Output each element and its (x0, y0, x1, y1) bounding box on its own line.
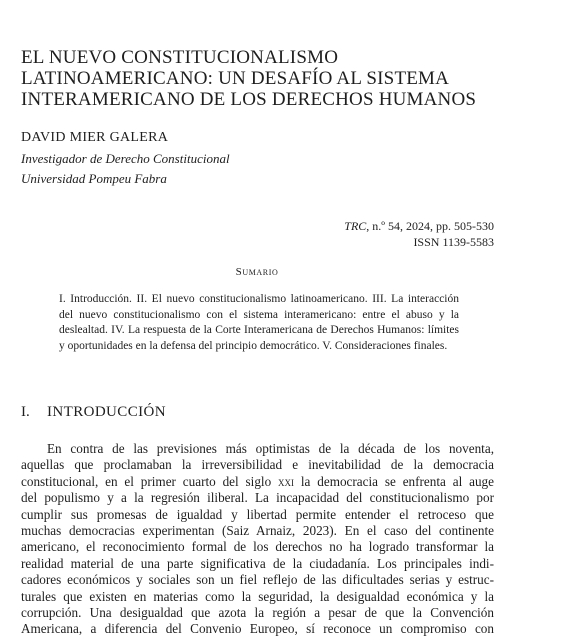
body-line: aquellas que proclamaban la irreversibilidad e inevitabilidad de la democracia (21, 457, 494, 473)
title-line: LATINOAMERICANO: UN DESAFÍO AL SISTEMA (21, 68, 450, 89)
section-title: INTRODUCCIÓN (47, 404, 166, 420)
body-line: constitucional, en el primer cuarto del siglo xxi la democracia se enfrenta al auge (21, 473, 495, 489)
body-line: cumplir sus promesas de igualdad y libertad permite entender el retroceso que (21, 506, 494, 522)
body-line: cadores económicos y sociales son un fiel reflejo de las dificultades serias y estruc- (21, 572, 494, 588)
body-line: Americana, a diferencia del Convenio Europeo, sí reconoce un compromiso con (21, 621, 494, 637)
title-line: EL NUEVO CONSTITUCIONALISMO (21, 47, 339, 68)
body-line: americano, el reconocimiento formal de los derechos no ha logrado transformar la (21, 539, 494, 555)
body-paragraph (21, 441, 494, 638)
body-line: corrupción. Una desigualdad que azota la región a pesar de que la Convención (21, 605, 494, 621)
journal-abbrev: TRC (344, 219, 367, 233)
section-number: I. (21, 404, 30, 420)
body-line: turales que existen en materias como la seguridad, la desigualdad económica y la (21, 588, 494, 604)
century-numeral: xxi (278, 473, 295, 489)
body-line: En contra de las previsiones más optimistas de la década de los noventa, (47, 441, 494, 456)
citation-line (344, 219, 494, 234)
body-line: realidad material de una parte significativa de la ciudadanía. Los principales indi- (21, 555, 494, 571)
summary-text: I. Introducción. II. El nuevo constitucionalismo latinoamericano. III. La interacción del nuevo constitucionalismo con el sistema interamericano: entre el abuso y la deslealtad. IV. La respuesta de la Corte Interamericana de Derechos Humanos: límites y oportunidades en la defensa del principio democrático. V. Consideraciones finales. (59, 293, 459, 352)
author-institution: Universidad Pompeu Fabra (21, 171, 167, 186)
author-name: DAVID MIER GALERA (21, 130, 169, 145)
article-title (21, 47, 551, 110)
issn: ISSN 1139-5583 (413, 235, 494, 249)
citation-details: , n.º 54, 2024, pp. 505-530 (366, 219, 494, 233)
summary-heading: Sumario (235, 266, 279, 278)
title-line: INTERAMERICANO DE LOS DERECHOS HUMANOS (21, 89, 477, 110)
body-line: del populismo y a la regresión iliberal. La incapacidad del constitucionalismo por (21, 490, 494, 506)
author-position: Investigador de Derecho Constitucional (21, 151, 230, 166)
body-line: muchas democracias experimentan (Saiz Arnaiz, 2023). En el caso del continente (21, 523, 494, 539)
